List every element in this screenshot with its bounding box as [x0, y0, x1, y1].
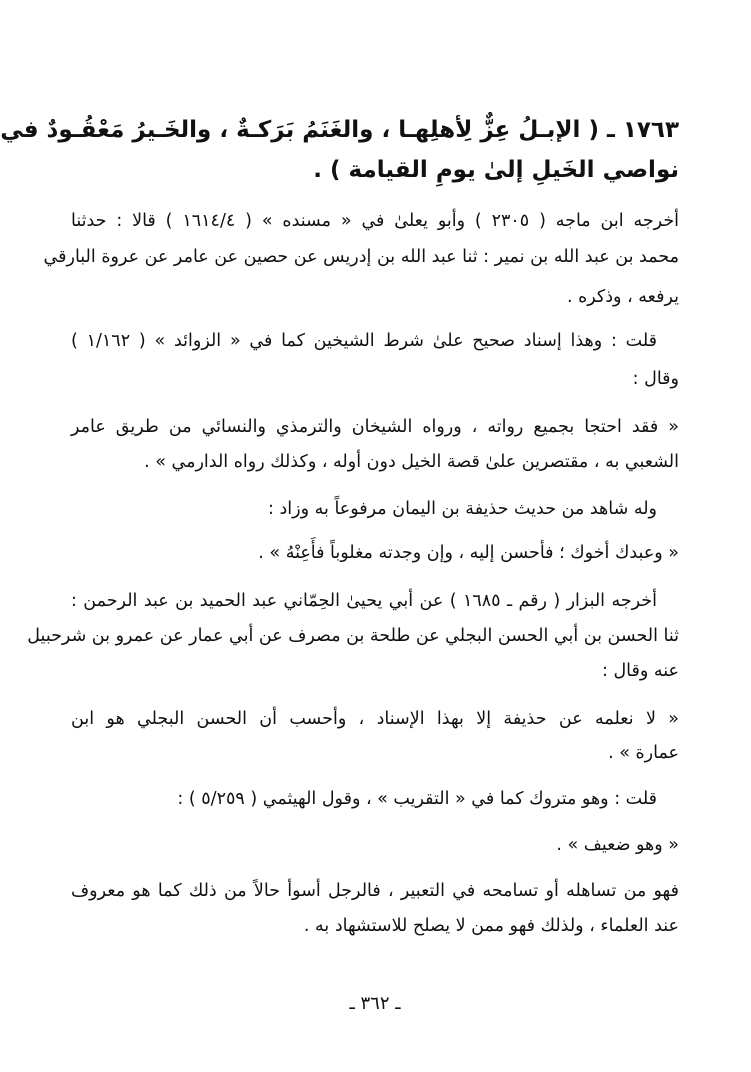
- paragraph-line: أخرجه البزار ( رقم ـ ١٦٨٥ ) عن أبي يحيىٰ الحِمّاني عبد الحميد بن عبد الرحمن :: [71, 591, 657, 611]
- paragraph-line: محمد بن عبد الله بن نمير : ثنا عبد الله بن إدريس عن حصين عن عامر عن عروة البارقي: [43, 247, 679, 267]
- paragraph-line: وقال :: [632, 369, 679, 389]
- paragraph-line: ثنا الحسن بن أبي الحسن البجلي عن طلحة بن مصرف عن أبي عمار عن عمرو بن شرحبيل: [27, 626, 679, 646]
- page-number: ـ ٣٦٢ ـ: [349, 993, 401, 1014]
- paragraph-line: عنه وقال :: [602, 661, 679, 681]
- quote-line: « فقد احتجا بجميع رواته ، ورواه الشيخان والترمذي والنسائي من طريق عامر: [71, 417, 679, 437]
- quote-line: « لا نعلمه عن حذيفة إلا بهذا الإسناد ، وأحسب أن الحسن البجلي هو ابن: [71, 709, 679, 729]
- quote-line: الشعبي به ، مقتصرين علىٰ قصة الخيل دون أوله ، وكذلك رواه الدارمي » .: [144, 452, 679, 472]
- paragraph-line: وله شاهد من حديث حذيفة بن اليمان مرفوعاً به وزاد :: [268, 499, 657, 519]
- quote-line: عمارة » .: [608, 743, 679, 763]
- paragraph-line: عند العلماء ، ولذلك فهو ممن لا يصلح للاستشهاد به .: [303, 916, 679, 936]
- hadith-text-line-2: نواصي الخَيلِ إلىٰ يومِ القيامة ) .: [313, 157, 679, 183]
- paragraph-line: أخرجه ابن ماجه ( ٢٣٠٥ ) وأبو يعلىٰ في « مسنده » ( ١٦١٤/٤ ) قالا : حدثنا: [71, 211, 680, 231]
- paragraph-line: قلت : وهذا إسناد صحيح علىٰ شرط الشيخين كما في « الزوائد » ( ١/١٦٢ ): [71, 331, 658, 351]
- paragraph-line: فهو من تساهله أو تسامحه في التعبير ، فالرجل أسوأ حالاً من ذلك كما هو معروف: [71, 881, 679, 901]
- quote-line: « وعبدك أخوك ؛ فأحسن إليه ، وإن وجدته مغلوباً فأَعِنْهُ » .: [258, 543, 679, 563]
- paragraph-line: يرفعه ، وذكره .: [566, 287, 679, 307]
- hadith-text-line-1: ١٧٦٣ ـ ( الإبـلُ عِزٌّ لِأهلِهـا ، والغَنَمُ بَرَكـةٌ ، والخَـيرُ مَعْقُـودٌ في: [0, 117, 679, 143]
- paragraph-line: قلت : وهو متروك كما في « التقريب » ، وقول الهيثمي ( ٥/٢٥٩ ) :: [177, 789, 657, 809]
- quote-line: « وهو ضعيف » .: [556, 835, 679, 855]
